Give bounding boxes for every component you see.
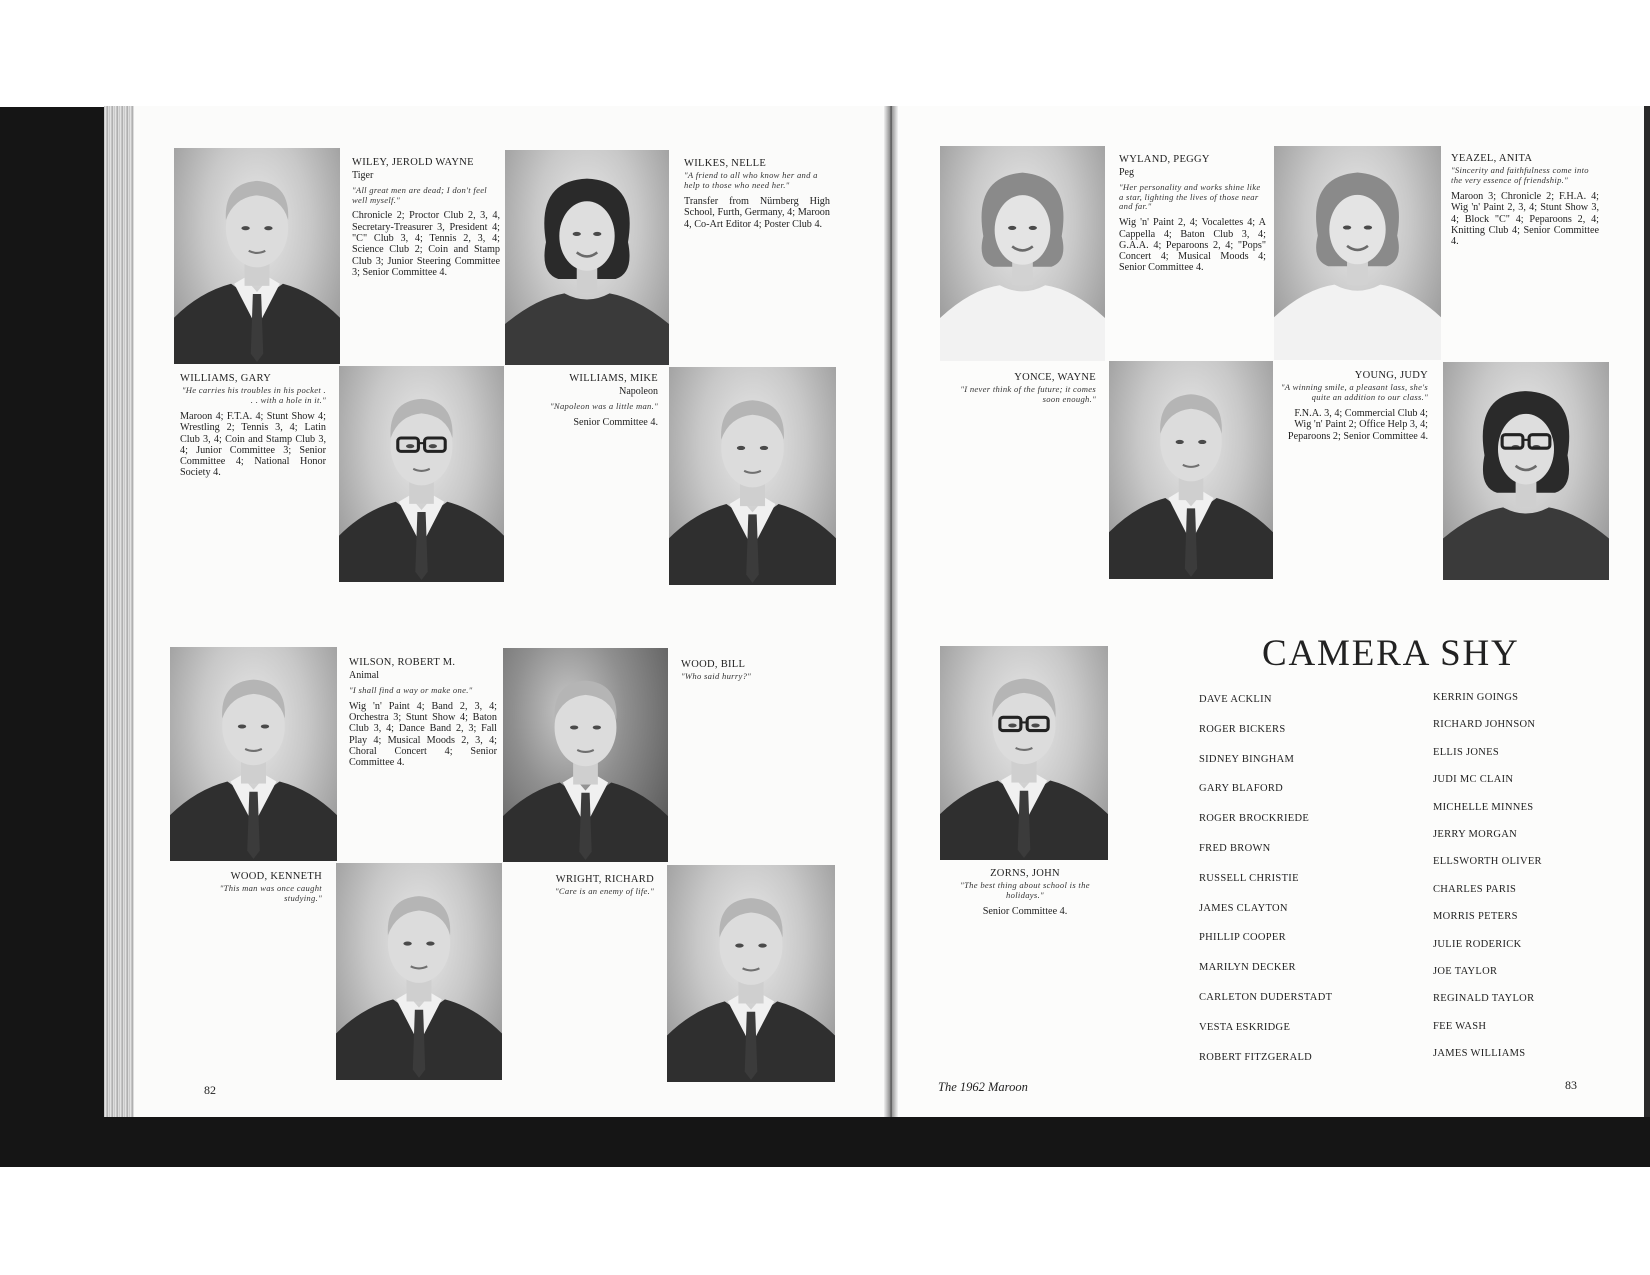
portrait-williams-mike (669, 367, 836, 585)
camera-shy-column-1 (1199, 693, 1399, 1080)
student-quote: "The best thing about school is the holidays." (960, 880, 1090, 901)
list-item: ROGER BICKERS (1199, 723, 1286, 735)
scan-right-edge (1644, 106, 1650, 1117)
student-activities: Maroon 4; F.T.A. 4; Stunt Show 4; Wrestling 2; Tennis 3, 4; Latin Club 3, 4; Coin and Stamp Club 3, 4; Junior Committee 3; Senior Committee 4; National Honor Society 4. (180, 411, 326, 479)
entry-williams-gary (180, 373, 326, 479)
student-quote: "Napoleon was a little man." (550, 400, 658, 411)
entry-zorns-john (950, 868, 1100, 917)
list-item: ROGER BROCKRIEDE (1199, 813, 1310, 825)
student-name: WOOD, KENNETH (230, 871, 322, 882)
entry-wiley-jerold (352, 157, 500, 278)
entry-williams-mike (512, 373, 658, 428)
portrait-wilson-robert (170, 647, 337, 861)
portrait-wood-bill (503, 648, 668, 862)
student-name: WILSON, ROBERT M. (349, 657, 456, 668)
student-quote: "This man was once caught studying." (219, 883, 322, 904)
list-item: MICHELLE MINNES (1433, 801, 1534, 813)
list-item: FRED BROWN (1199, 842, 1271, 854)
student-activities: Chronicle 2; Proctor Club 2, 3, 4, Secretary-Treasurer 3, President 4; "C" Club 3, 4; Tennis 2, 3, 4; Science Club 2; Coin and Stamp Club 3; Junior Steering Committee 3; Senior Committee 4. (352, 210, 500, 278)
student-name: WRIGHT, RICHARD (555, 874, 654, 885)
student-nickname: Peg (1119, 167, 1134, 179)
portrait-zorns-john (940, 646, 1108, 860)
student-name: WILLIAMS, MIKE (569, 373, 658, 384)
camera-shy-column-2 (1433, 691, 1623, 1074)
student-name: ZORNS, JOHN (990, 868, 1060, 879)
entry-wright-richard (512, 874, 654, 902)
student-activities: Transfer from Nürnberg High School, Furth, Germany, 4; Maroon 4, Co-Art Editor 4; Poster Club 4. (684, 196, 830, 230)
portrait-wiley-jerold (174, 148, 340, 364)
list-item: ROBERT FITZGERALD (1199, 1051, 1313, 1063)
portrait-yonce-wayne (1109, 361, 1273, 579)
entry-wood-bill (681, 659, 821, 687)
portrait-yeazel-anita (1274, 146, 1441, 360)
list-item: CHARLES PARIS (1433, 883, 1517, 895)
list-item: JOE TAYLOR (1433, 965, 1498, 977)
list-item: VESTA ESKRIDGE (1199, 1021, 1291, 1033)
student-quote: "He carries his troubles in his pocket . . . with a hole in it." (181, 385, 326, 406)
list-item: MORRIS PETERS (1433, 911, 1518, 923)
student-quote: "Who said hurry?" (681, 671, 752, 682)
list-item: CARLETON DUDERSTADT (1199, 991, 1333, 1003)
list-item: ELLSWORTH OLIVER (1433, 856, 1542, 868)
list-item: FEE WASH (1433, 1020, 1487, 1032)
portrait-wyland-peggy (940, 146, 1105, 361)
list-item: JAMES WILLIAMS (1433, 1048, 1526, 1060)
entry-wyland-peggy (1119, 154, 1266, 274)
student-quote: "Her personality and works shine like a star, lighting the lives of those near and far." (1119, 181, 1261, 212)
page-edges (104, 106, 134, 1117)
entry-yeazel-anita (1451, 153, 1599, 247)
student-name: WILEY, JEROLD WAYNE (352, 157, 474, 168)
book-gutter (884, 106, 898, 1117)
student-name: YONCE, WAYNE (1014, 372, 1096, 383)
student-quote: "A winning smile, a pleasant lass, she's quite an addition to our class." (1280, 382, 1428, 403)
student-activities: F.N.A. 3, 4; Commercial Club 4; Wig 'n' Paint 2; Office Help 3, 4; Peparoons 2; Senior Committee 4. (1287, 408, 1428, 442)
list-item: RUSSELL CHRISTIE (1199, 872, 1299, 884)
footer-title: The 1962 Maroon (938, 1080, 1028, 1094)
student-nickname: Napoleon (619, 386, 658, 398)
portrait-williams-gary (339, 366, 504, 582)
student-name: WILLIAMS, GARY (180, 373, 272, 384)
student-name: WYLAND, PEGGY (1119, 154, 1210, 165)
portrait-young-judy (1443, 362, 1609, 580)
list-item: PHILLIP COOPER (1199, 932, 1286, 944)
student-activities: Senior Committee 4. (982, 906, 1068, 917)
list-item: JAMES CLAYTON (1199, 902, 1288, 914)
entry-young-judy (1278, 370, 1428, 442)
student-quote: "A friend to all who know her and a help to those who need her." (684, 170, 818, 191)
student-name: WILKES, NELLE (684, 158, 767, 169)
scan-margin-left (0, 107, 117, 1167)
portrait-wilkes-nelle (505, 150, 669, 365)
list-item: MARILYN DECKER (1199, 962, 1296, 974)
scan-margin-bottom (117, 1117, 1650, 1167)
entry-wood-kenneth (192, 871, 322, 909)
page-number-left: 82 (204, 1083, 216, 1097)
camera-shy-title: CAMERA SHY (1262, 633, 1520, 674)
student-quote: "Care is an enemy of life." (554, 886, 654, 897)
list-item: KERRIN GOINGS (1433, 692, 1519, 703)
student-quote: "I never think of the future; it comes soon enough." (960, 384, 1096, 405)
page-number-right: 83 (1565, 1078, 1577, 1092)
student-nickname: Tiger (352, 170, 374, 182)
student-quote: "I shall find a way or make one." (349, 684, 473, 695)
portrait-wood-kenneth (336, 863, 502, 1080)
list-item: RICHARD JOHNSON (1433, 719, 1536, 731)
list-item: JUDI MC CLAIN (1433, 774, 1514, 786)
list-item: REGINALD TAYLOR (1433, 993, 1535, 1005)
student-nickname: Animal (349, 670, 379, 682)
list-item: JERRY MORGAN (1433, 828, 1518, 840)
student-activities: Wig 'n' Paint 2, 4; Vocalettes 4; A Cappella 4; Baton Club 3, 4; G.A.A. 4; Peparoons 2, 4; "Pops" Concert 4; Musical Moods 4; Senior Committee 4. (1119, 217, 1266, 274)
student-quote: "All great men are dead; I don't feel well myself." (352, 184, 487, 205)
portrait-wright-richard (667, 865, 835, 1082)
student-activities: Maroon 3; Chronicle 2; F.H.A. 4; Wig 'n' Paint 2, 3, 4; Stunt Show 3, 4; Block "C" 4; Peparoons 2, 4; Knitting Club 4; Senior Committee 4. (1451, 191, 1599, 248)
student-name: YEAZEL, ANITA (1451, 153, 1533, 164)
student-activities: Wig 'n' Paint 4; Band 2, 3, 4; Orchestra 3; Stunt Show 4; Baton Club 3, 4; Dance Band 2, 3; Fall Play 4; Musical Moods 2, 3, 4; Choral Concert 4; Senior Committee 4. (349, 700, 497, 769)
list-item: JULIE RODERICK (1433, 938, 1522, 950)
student-quote: "Sincerity and faithfulness come into the very essence of friendship." (1451, 165, 1589, 186)
list-item: ELLIS JONES (1433, 746, 1500, 758)
list-item: SIDNEY BINGHAM (1199, 753, 1295, 765)
student-name: WOOD, BILL (681, 659, 746, 670)
entry-yonce-wayne (960, 372, 1096, 410)
entry-wilkes-nelle (684, 158, 830, 230)
entry-wilson-robert (349, 657, 497, 768)
student-activities: Senior Committee 4. (573, 416, 658, 428)
list-item: DAVE ACKLIN (1199, 694, 1272, 705)
student-name: YOUNG, JUDY (1354, 370, 1428, 381)
list-item: GARY BLAFORD (1199, 783, 1284, 795)
